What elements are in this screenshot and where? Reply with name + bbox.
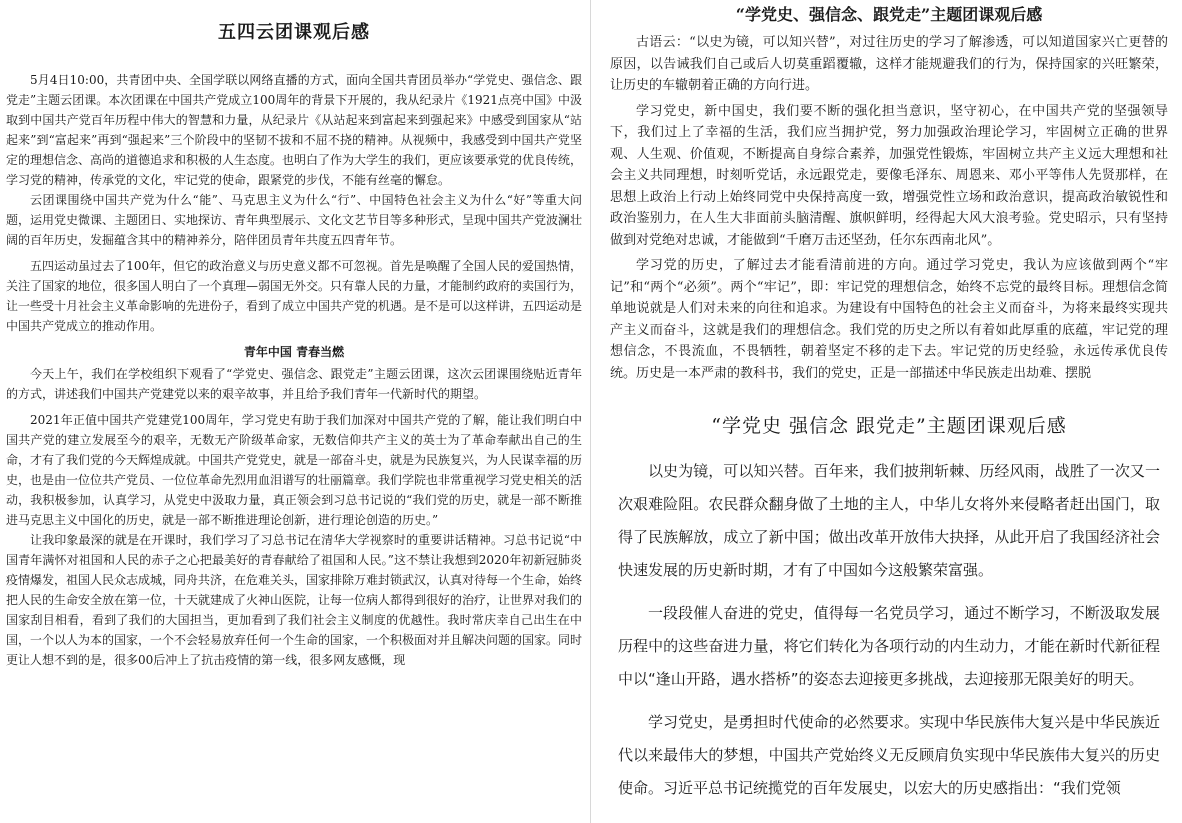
left-paragraph-3: 五四运动虽过去了100年，但它的政治意义与历史意义都不可忽视。首先是唤醒了全国人民的爱国热情，关注了国家的地位，很多国人明白了一个真理—弱国无外交。只有靠人民的力量，才能制约政府的卖国行为，让一些受十月社会主义革命影响的先进份子，看到了成立中国共产党的机遇。是不是可以这样讲，五四运动是中国共产党成立的推动作用。 bbox=[6, 259, 583, 333]
right-bottom-page-body bbox=[596, 451, 1182, 805]
right-bottom-paragraph-3: 学习党史，是勇担时代使命的必然要求。实现中华民族伟大复兴是中华民族近代以来最伟大的梦想，中国共产党始终义无反顾肩负实现中华民族伟大复兴的历史使命。习近平总书记统揽党的百年发展史，以宏大的历史感指出：“我们党领 bbox=[618, 713, 1160, 797]
right-top-paragraph-1: 古语云：“以史为镜，可以知兴替”，对过往历史的学习了解渗透，可以知道国家兴亡更替的原因，以告诫我们自己或后人切莫重蹈覆辙，这样才能规避我们的行为，保持国家的兴旺繁荣，让历史的车辙朝着正确的方向行进。 bbox=[610, 35, 1168, 93]
left-section-subtitle: 青年中国 青春当燃 bbox=[243, 345, 345, 359]
right-top-page-title: “学党史、强信念、跟党走”主题团课观后感 bbox=[735, 5, 1043, 24]
vertical-divider bbox=[590, 0, 591, 823]
left-paragraph-2: 云团课围绕中国共产党为什么“能”、马克思主义为什么“行”、中国特色社会主义为什么“好”等重大问题，运用党史微课、主题团日、实地探访、青年典型展示、文化文艺节目等多种形式，呈现中国共产党波澜壮阔的百年历史，发掘蕴含其中的精神养分，陪伴团员青年共度五四青年节。 bbox=[6, 193, 583, 247]
left-section-paragraph-1: 今天上午，我们在学校组织下观看了“学党史、强信念、跟党走”主题云团课，这次云团课围绕贴近青年的方式，讲述我们中国共产党建党以来的艰辛故事，并且给予我们青年一代新时代的期望。 bbox=[6, 367, 582, 401]
right-bottom-paragraph-2: 一段段催人奋进的党史，值得每一名党员学习，通过不断学习，不断汲取发展历程中的这些奋进力量，将它们转化为各项行动的内生动力，才能在新时代新征程中以“逢山开路，遇水搭桥”的姿态去迎接更多挑战，去迎接那无限美好的明天。 bbox=[618, 604, 1160, 688]
right-top-paragraph-3: 学习党的历史，了解过去才能看清前进的方向。通过学习党史，我认为应该做到两个“牢记”和“两个“必须”。两个“牢记”，即：牢记党的理想信念，始终不忘党的最终目标。理想信念简单地说就是人们对未来的向往和追求。为建设有中国特色的社会主义而奋斗，为将来最终实现共产主义而奋斗，这就是我们的理想信念。我们党的历史之所以有着如此厚重的底蕴，牢记党的理想信念，不畏流血，不畏牺牲，朝着坚定不移的走下去。牢记党的历史经验，永远传承优良传统。历史是一本严肃的教科书，我们的党史，正是一部描述中华民族走出劫难、摆脱 bbox=[610, 258, 1168, 381]
right-top-document-page bbox=[596, 0, 1182, 405]
right-bottom-paragraph-1: 以史为镜，可以知兴替。百年来，我们披荆斩棘、历经风雨，战胜了一次又一次艰难险阻。农民群众翻身做了土地的主人，中华儿女将外来侵略者赶出国门，取得了民族解放，成立了新中国；做出改革开放伟大抉择，从此开启了我国经济社会快速发展的历史新时期，才有了中国如今这般繁荣富强。 bbox=[618, 462, 1160, 579]
right-top-paragraph-2: 学习党史，新中国史，我们要不断的强化担当意识，坚守初心，在中国共产党的坚强领导下，我们过上了幸福的生活，我们应当拥护党，努力加强政治理论学习，牢固树立正确的世界观、人生观、价值观，不断提高自身综合素养，加强党性锻炼，牢固树立共产主义远大理想和社会主义共同理想，时刻听党话，永远跟党走，要像毛泽东、周恩来、邓小平等伟人先贤那样，在思想上政治上行动上始终同党中央保持高度一致，增强党性立场和政治意识，提高政治敏锐性和政治鉴别力，在人生大非面前头脑清醒、旗帜鲜明，经得起大风大浪考验。党史昭示，只有坚持做到对党绝对忠诚，才能做到“千磨万击还坚劲，任尔东西南北风”。 bbox=[610, 103, 1168, 248]
left-page-title: 五四云团课观后感 bbox=[218, 22, 370, 43]
right-bottom-document-page bbox=[596, 405, 1182, 823]
left-document-page bbox=[0, 0, 588, 823]
right-top-page-body bbox=[596, 28, 1182, 384]
left-section-paragraph-3: 让我印象最深的就是在开课时，我们学习了习总书记在清华大学视察时的重要讲话精神。习总书记说“中国青年满怀对祖国和人民的赤子之心把最美好的青春献给了祖国和人民。”这不禁让我想到2020年初新冠肺炎疫情爆发，祖国人民众志成城，同舟共济，在危难关头，国家排除万难封锁武汉，认真对待每一个生命，始终把人民的生命安全放在第一位，十天就建成了火神山医院，让每一位病人都得到很好的治疗，让世界对我们的国家刮目相看，看到了我们的大国担当，更加看到了我们社会主义制度的优越性。我时常庆幸自己出生在中国，一个以人为本的国家，一个不会轻易放弃任何一个生命的国家，一个积极面对并且解决问题的国家。同时更让人想不到的是，很多00后冲上了抗击疫情的第一线，很多网友感慨，现 bbox=[6, 533, 583, 667]
left-page-body bbox=[0, 56, 588, 670]
left-paragraph-1: 5月4日10:00，共青团中央、全国学联以网络直播的方式，面向全国共青团员举办“学党史、强信念、跟党走”主题云团课。本次团课在中国共产党成立100周年的背景下开展的，我从纪录片《1921点亮中国》中汲取到中国共产党百年历程中伟大的智慧和力量，从纪录片《从站起来到富起来到强起来》中感受到国家从“站起来”到“富起来”再到“强起来”三个阶段中的坚韧不拔和不屈不挠的精神。从视频中，我感受到中国共产党坚定的理想信念、高尚的道德追求和积极的人生态度。也明白了作为大学生的我们，更应该要承党的优良传统，学习党的精神，传承党的文化，牢记党的使命，跟紧党的步伐，不能有丝毫的懈怠。 bbox=[6, 73, 583, 187]
left-section-paragraph-2: 2021年正值中国共产党建党100周年，学习党史有助于我们加深对中国共产党的了解，能让我们明白中国共产党的建立发展至今的艰辛，无数无产阶级革命家，无数信仰共产主义的英士为了革命奉献出自己的生命，才有了我们党的今天辉煌成就。中国共产党党史，就是一部奋斗史，就是为民族复兴，为人民谋幸福的历史，也是由一位位共产党员、一位位革命先烈用血泪谱写的壮丽篇章。我们学院也非常重视学习党史相关的活动，我积极参加，认真学习，从党史中汲取力量，真正领会到习总书记说的“我们党的历史，就是一部不断推进马克思主义中国化的历史，就是一部不断推进理论创新，进行理论创造的历史。” bbox=[6, 413, 583, 527]
right-bottom-page-title: “学党史 强信念 跟党走”主题团课观后感 bbox=[711, 415, 1067, 437]
